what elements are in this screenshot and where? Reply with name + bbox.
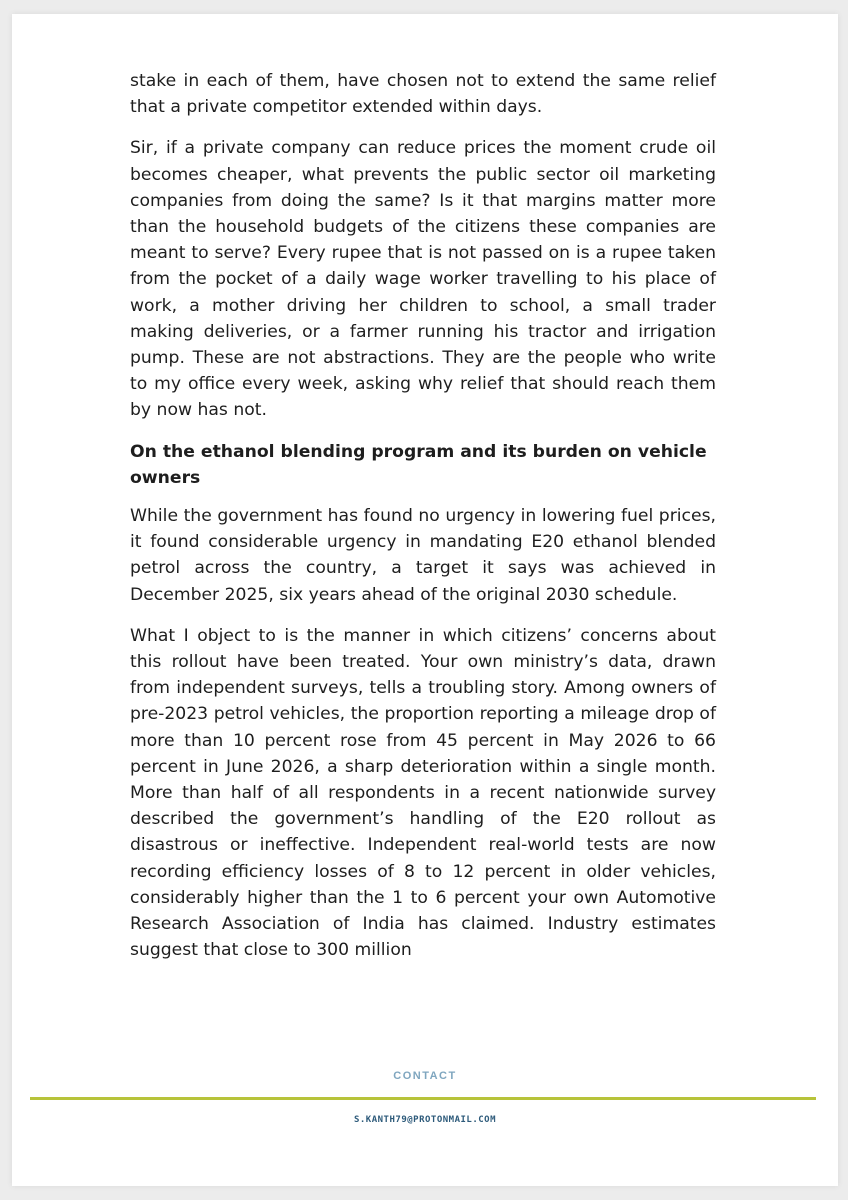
letter-body (130, 68, 716, 979)
letter-page (12, 14, 838, 1186)
footer-divider (30, 1097, 816, 1100)
body-paragraph: What I object to is the manner in which citizens’ concerns about this rollout have been treated. Your own ministry’s data, drawn from independent surveys, tells a troubling story. Among owners of pre-2023 petrol vehicles, the proportion reporting a mileage drop of more than 10 percent rose from 45 percent in May 2026 to 66 percent in June 2026, a sharp deterioration within a single month. More than half of all respondents in a recent nationwide survey described the government’s handling of the E20 rollout as disastrous or ineffective. Independent real-world tests are now recording efficiency losses of 8 to 12 percent in older vehicles, considerably higher than the 1 to 6 percent your own Automotive Research Association of India has claimed. Industry estimates suggest that close to 300 million (130, 625, 716, 961)
body-paragraph: While the government has found no urgency in lowering fuel prices, it found considerable urgency in mandating E20 ethanol blended petrol across the country, a target it says was achieved in December 2025, six years ahead of the original 2030 schedule. (130, 506, 716, 605)
contact-label: CONTACT (393, 1070, 457, 1082)
body-paragraph: stake in each of them, have chosen not to extend the same relief that a private competitor extended within days. (130, 71, 716, 118)
section-heading: On the ethanol blending program and its burden on vehicle owners (130, 441, 707, 488)
body-paragraph: Sir, if a private company can reduce prices the moment crude oil becomes cheaper, what prevents the public sector oil marketing companies from doing the same? Is it that margins matter more than the household budgets of the citizens these companies are meant to serve? Every rupee that is not passed on is a rupee taken from the pocket of a daily wage worker travelling to his place of work, a mother driving her children to school, a small trader making deliveries, or a farmer running his tractor and irrigation pump. These are not abstractions. They are the people who write to my office every week, asking why relief that should reach them by now has not. (130, 138, 716, 421)
contact-email: S.KANTH79@PROTONMAIL.COM (353, 1115, 497, 1125)
